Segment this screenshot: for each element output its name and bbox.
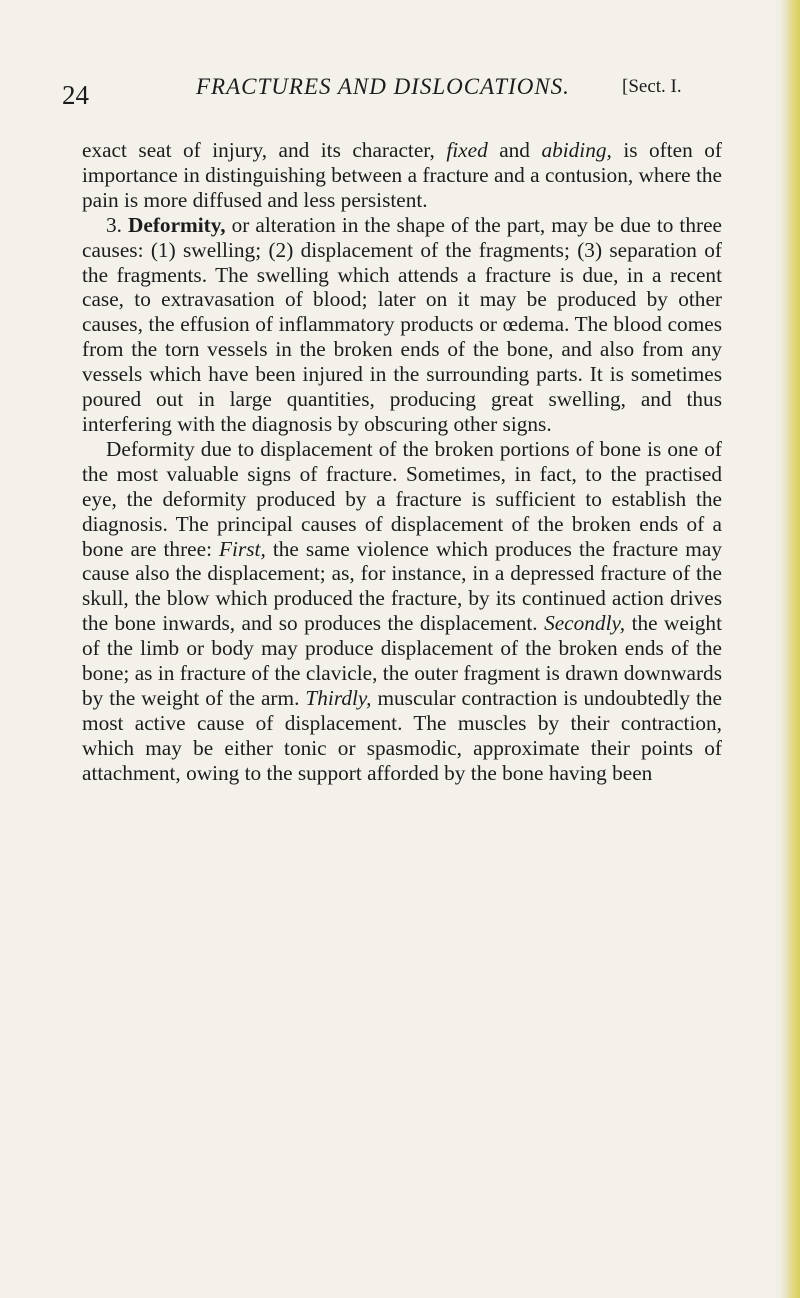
italic-run: abiding, [541, 138, 612, 162]
italic-run: First, [219, 536, 266, 561]
italic-run: Secondly, [544, 611, 626, 636]
text-run: muscular contraction is undoubtedly the most active cause of displacement. The muscles by their contraction, which may be either tonic or spasmodic, approximate their points of attachment, owing to the support afforded by the bone having been [82, 685, 722, 785]
paragraph-2 [82, 213, 722, 437]
text-run: the weight of the limb or body may produce displacement of the broken ends of the bone; as in fracture of the clavicle, the outer fragment is drawn downwards by the weight of the arm. [82, 611, 722, 710]
italic-run: Thirdly, [305, 685, 372, 710]
paragraph-1 [82, 138, 722, 213]
page-edge-strip [778, 0, 800, 1298]
text-run: exact seat of injury, and its character, [82, 138, 447, 162]
section-number: 3. [106, 212, 128, 237]
section-reference: [Sect. I. [622, 76, 682, 97]
page-header [0, 74, 800, 108]
body-text [82, 138, 722, 786]
running-title: FRACTURES AND DISLOCATIONS. [196, 74, 570, 99]
text-run: or alteration in the shape of the part, may be due to three causes: (1) swelling; (2) displacement of the fragments; (3) separation of the fragments. The swelling which attends a fracture is due, in a recent case, to extravasation of blood; later on it may be produced by other causes, the effusion of inflammatory products or œdema. The blood comes from the torn vessels in the broken ends of the bone, and also from any vessels which have been injured in the surrounding parts. It is sometimes poured out in large quantities, producing great swelling, and thus interfering with the diagnosis by obscuring other signs. [82, 212, 722, 436]
page-number: 24 [62, 80, 89, 110]
italic-run: fixed [446, 138, 488, 162]
text-run: Deformity due to displacement of the broken portions of bone is one of the most valuable signs of fracture. Sometimes, in fact, to the practised eye, the deformity produced by a fracture is sufficient to establish the diagnosis. The principal causes of displacement of the broken ends of a bone are three: [82, 436, 722, 561]
section-heading: Deformity, [128, 212, 226, 237]
text-run: the same violence which produces the fracture may cause also the displacement; as, for instance, in a depressed fracture of the skull, the blow which produced the fracture, by its continued action drives the bone inwards, and so produces the displacement. [82, 536, 722, 636]
paragraph-3 [82, 437, 722, 786]
text-run: is often of importance in distinguishing between a fracture and a contusion, where the pain is more diffused and less persistent. [82, 138, 722, 212]
text-run: and [487, 138, 542, 162]
